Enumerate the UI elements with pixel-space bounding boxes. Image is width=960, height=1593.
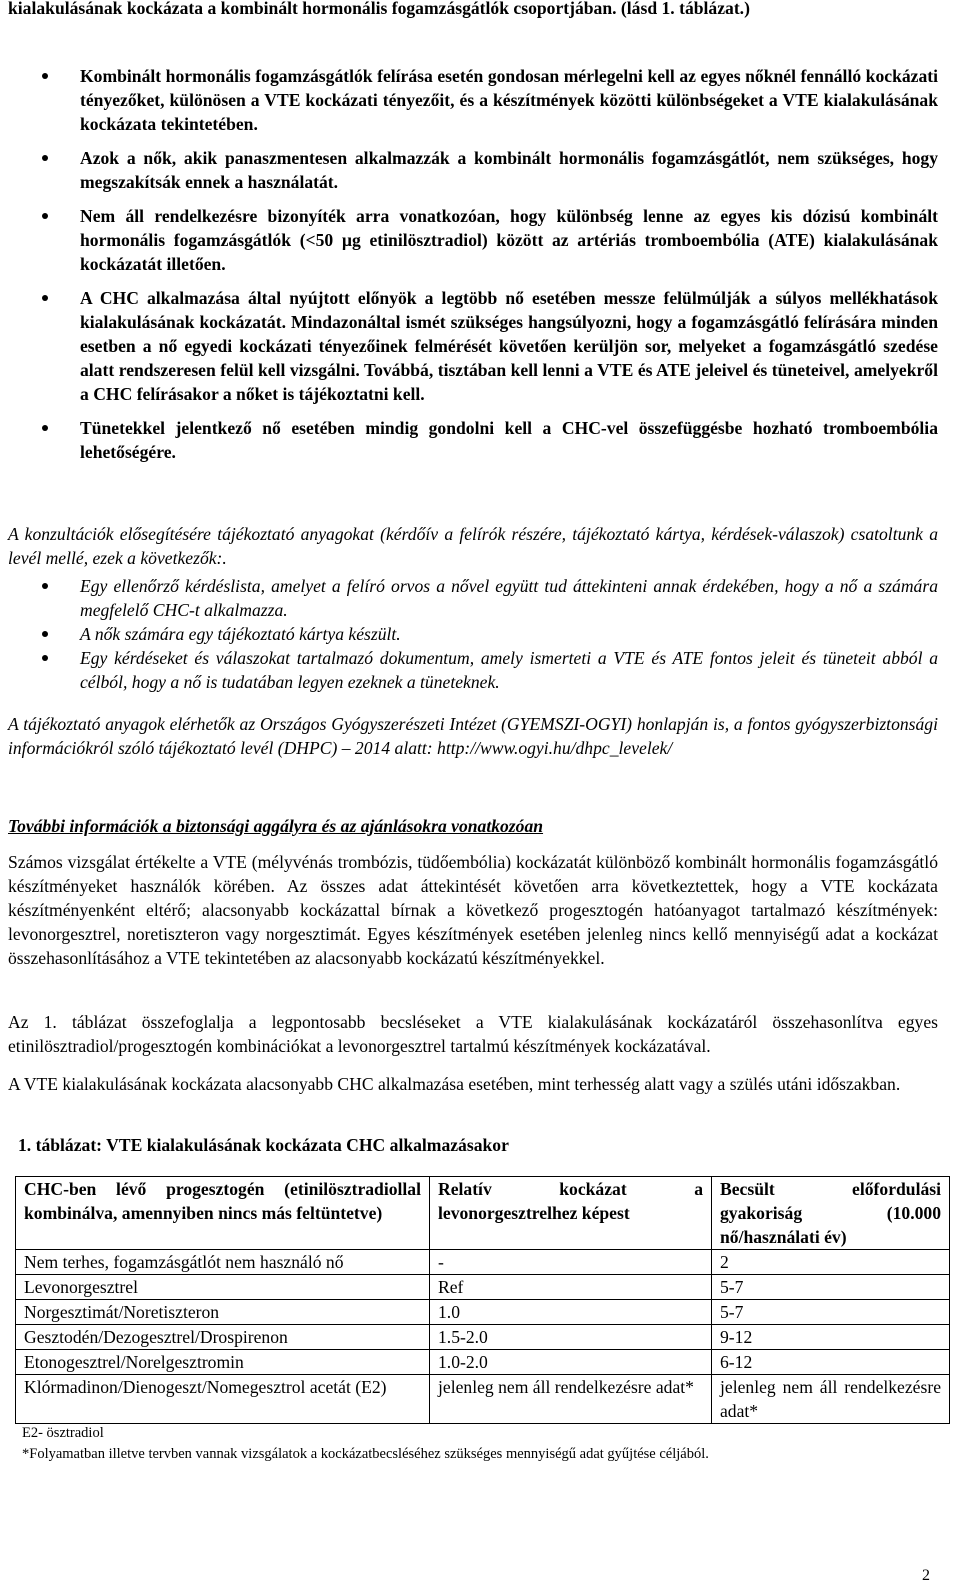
table-cell: jelenleg nem áll rendelkezésre adat* xyxy=(712,1375,950,1424)
list-item-text: Egy kérdéseket és válaszokat tartalmazó dokumentum, amely ismerteti a VTE és ATE fontos jeleit és tüneteit abból a célból, hogy a nő is tudatában legyen ezeknek a tüneteknek. xyxy=(80,648,938,692)
list-item-text: A nők számára egy tájékoztató kártya készült. xyxy=(80,624,401,644)
vte-risk-table xyxy=(15,1176,950,1424)
bullet-icon xyxy=(42,631,48,637)
table-cell: 5-7 xyxy=(712,1275,950,1300)
table-row xyxy=(16,1350,950,1375)
bullet-icon xyxy=(42,425,48,431)
table-header-row xyxy=(16,1177,950,1250)
page-number: 2 xyxy=(922,1567,930,1584)
bullet-icon xyxy=(42,155,48,161)
table-cell: Levonorgesztrel xyxy=(16,1275,430,1300)
section-heading: További információk a biztonsági aggályra és az ajánlásokra vonatkozóan xyxy=(8,816,544,836)
table-cell: Nem terhes, fogamzásgátlót nem használó nő xyxy=(16,1250,430,1275)
list-item-text: Tünetekkel jelentkező nő esetében mindig gondolni kell a CHC-vel összefüggésbe hozható tromboembólia lehetőségére. xyxy=(80,418,938,462)
table-cell: 1.5-2.0 xyxy=(430,1325,712,1350)
footnote-abbreviation: E2- ösztradiol xyxy=(22,1425,104,1441)
list-item-text: Egy ellenőrző kérdéslista, amelyet a felíró orvos a nővel együtt tud áttekinteni annak érdekében, hogy a nő a számára megfelelő CHC-t alkalmazza. xyxy=(80,576,938,620)
list-item xyxy=(8,416,938,464)
bullet-icon xyxy=(42,213,48,219)
body-paragraph: Az 1. táblázat összefoglalja a legpontosabb becsléseket a VTE kialakulásának kockázatáról összehasonlítva egyes etinilösztradiol/progesztogén kombinációkat a levonorgesztrel tartalmú készítmények kockázatával. xyxy=(8,1012,938,1056)
table-cell: Etonogesztrel/Norelgesztromin xyxy=(16,1350,430,1375)
list-item xyxy=(8,286,938,406)
table-cell: Norgesztimát/Noretiszteron xyxy=(16,1300,430,1325)
bullet-icon xyxy=(42,655,48,661)
table-row xyxy=(16,1325,950,1350)
table-header-cell: Relatív kockázat a levonorgesztrelhez képest xyxy=(430,1177,712,1250)
recommendation-list xyxy=(8,64,938,464)
list-item-text: Kombinált hormonális fogamzásgátlók felírása esetén gondosan mérlegelni kell az egyes nőknél fennálló kockázati tényezőket, különösen a VTE kockázati tényezőit, és a készítmények közötti különbségeket a VTE kialakulásának kockázata tekintetében. xyxy=(80,66,938,134)
availability-note: A tájékoztató anyagok elérhetők az Országos Gyógyszerészeti Intézet (GYEMSZI-OGYI) honlapján is, a fontos gyógyszerbiztonsági információkról szóló tájékoztató levél (DHPC) – 2014 alatt: http://www.ogyi.hu/dhpc_levelek/ xyxy=(8,714,938,758)
table-cell: 1.0-2.0 xyxy=(430,1350,712,1375)
list-item xyxy=(8,146,938,194)
list-item xyxy=(8,622,938,646)
table-row xyxy=(16,1250,950,1275)
bullet-icon xyxy=(42,73,48,79)
table-cell: 6-12 xyxy=(712,1350,950,1375)
list-item-text: Azok a nők, akik panaszmentesen alkalmazzák a kombinált hormonális fogamzásgátlót, nem szükséges, hogy megszakítsák ennek a használatát. xyxy=(80,148,938,192)
table-cell: Gesztodén/Dezogesztrel/Drospirenon xyxy=(16,1325,430,1350)
intro-continuation: kialakulásának kockázata a kombinált hormonális fogamzásgátlók csoportjában. (lásd 1. táblázat.) xyxy=(8,0,750,18)
table-row xyxy=(16,1275,950,1300)
body-paragraph: A VTE kialakulásának kockázata alacsonyabb CHC alkalmazása esetében, mint terhesség alatt vagy a szülés utáni időszakban. xyxy=(8,1074,901,1094)
list-item xyxy=(8,204,938,276)
list-item xyxy=(8,64,938,136)
list-item xyxy=(8,646,938,694)
footnote-asterisk: *Folyamatban illetve tervben vannak vizsgálatok a kockázatbecsléséhez szükséges mennyiségű adat gyűjtése céljából. xyxy=(22,1446,709,1462)
table-header-cell: Becsült előfordulási gyakoriság (10.000 nő/használati év) xyxy=(712,1177,950,1250)
bullet-icon xyxy=(42,295,48,301)
list-item xyxy=(8,574,938,622)
bullet-icon xyxy=(42,583,48,589)
table-header-cell: CHC-ben lévő progesztogén (etinilösztradiollal kombinálva, amennyiben nincs más feltüntetve) xyxy=(16,1177,430,1250)
consultation-intro: A konzultációk elősegítésére tájékoztató anyagokat (kérdőív a felírók részére, tájékoztató kártya, kérdések-válaszok) csatoltunk a levél mellé, ezek a következők:. xyxy=(8,524,938,568)
table-cell: jelenleg nem áll rendelkezésre adat* xyxy=(430,1375,712,1424)
table-cell: Ref xyxy=(430,1275,712,1300)
table-cell: 2 xyxy=(712,1250,950,1275)
table-cell: 9-12 xyxy=(712,1325,950,1350)
table-cell: 5-7 xyxy=(712,1300,950,1325)
table-row xyxy=(16,1300,950,1325)
list-item-text: A CHC alkalmazása által nyújtott előnyök a legtöbb nő esetében messze felülmúlják a súlyos mellékhatások kialakulásának kockázatát. Mindazonáltal ismét szükséges hangsúlyozni, hogy a fogamzásgátló felírására minden esetben a nő egyedi kockázati tényezőinek felmérését követően kerüljön sor, melyeket a fogamzásgátló szedése alatt rendszeresen felül kell vizsgálni. Továbbá, tisztában kell lenni a VTE és ATE jeleivel és tüneteivel, amelyekről a CHC felírásakor a nőket is tájékoztatni kell. xyxy=(80,288,938,404)
table-cell: Klórmadinon/Dienogeszt/Nomegesztrol acetát (E2) xyxy=(16,1375,430,1424)
table-cell: 1.0 xyxy=(430,1300,712,1325)
table-caption: 1. táblázat: VTE kialakulásának kockázata CHC alkalmazásakor xyxy=(18,1135,509,1155)
table-cell: - xyxy=(430,1250,712,1275)
materials-list xyxy=(8,574,938,694)
table-row xyxy=(16,1375,950,1424)
body-paragraph: Számos vizsgálat értékelte a VTE (mélyvénás trombózis, tüdőembólia) kockázatát különböző kombinált hormonális fogamzásgátló készítményeket használók körében. Az összes adat áttekintését követően arra következtettek, hogy a VTE kockázata készítményenként eltérő; alacsonyabb kockázattal bírnak a következő progesztogén hatóanyagot tartalmazó készítmények: levonorgesztrel, noretiszteron vagy norgesztimát. Egyes készítmények esetében jelenleg nincs kellő mennyiségű adat a kockázat összehasonlításához a VTE tekintetében az alacsonyabb kockázatú készítményekkel. xyxy=(8,852,938,968)
list-item-text: Nem áll rendelkezésre bizonyíték arra vonatkozóan, hogy különbség lenne az egyes kis dózisú kombinált hormonális fogamzásgátlók (<50 µg etinilösztradiol) között az artériás tromboembólia (ATE) kialakulásának kockázatát illetően. xyxy=(80,206,938,274)
